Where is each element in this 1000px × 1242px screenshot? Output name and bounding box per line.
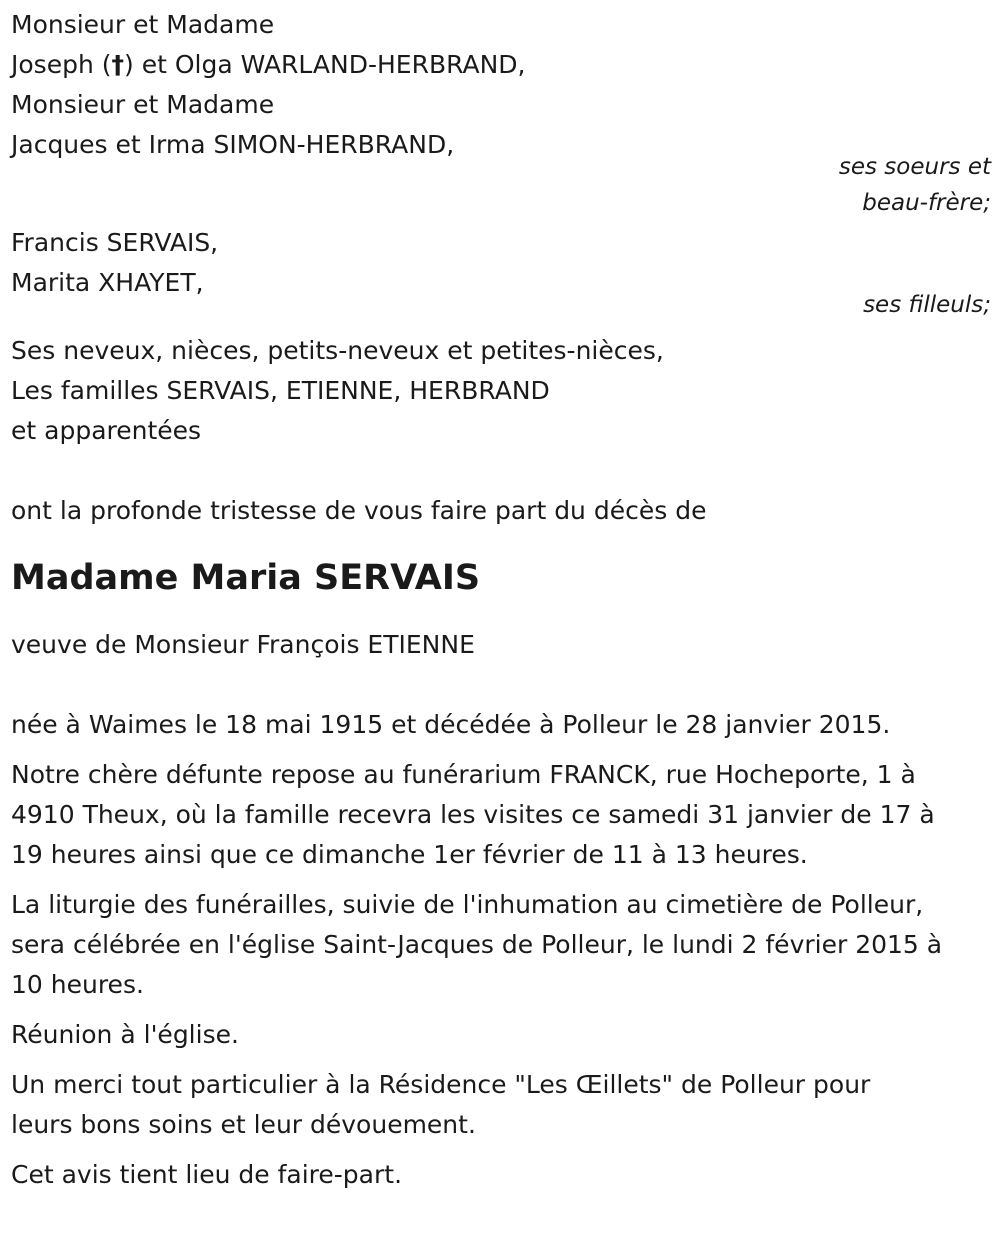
announcement-text: ont la profonde tristesse de vous faire part du décès de	[11, 496, 707, 525]
family-line-pre: Joseph (	[11, 50, 112, 79]
relatives-block	[11, 331, 991, 451]
godchildren-block	[11, 223, 991, 323]
family-line: et apparentées	[11, 416, 202, 445]
visitation-paragraph	[11, 755, 986, 875]
paragraph-line: Un merci tout particulier à la Résidence "Les Œillets" de Polleur pour	[11, 1070, 871, 1099]
relation-label: beau-frère;	[862, 190, 991, 216]
family-block	[11, 5, 991, 221]
family-line-post: ) et Olga WARLAND-HERBRAND,	[124, 50, 526, 79]
relation-label: ses filleuls;	[863, 292, 991, 318]
family-line: Jacques et Irma SIMON-HERBRAND,	[11, 130, 455, 159]
paragraph-line: 10 heures.	[11, 970, 144, 999]
paragraph-line: leurs bons soins et leur dévouement.	[11, 1110, 476, 1139]
family-line: Monsieur et Madame	[11, 10, 275, 39]
family-line: Ses neveux, nièces, petits-neveux et petites-nièces,	[11, 336, 664, 365]
relation-label: ses soeurs et	[838, 154, 991, 180]
spacer	[11, 665, 991, 705]
death-notice	[11, 5, 991, 1195]
paragraph-line: 19 heures ainsi que ce dimanche 1er février de 11 à 13 heures.	[11, 840, 808, 869]
cross-icon: †	[111, 50, 124, 79]
closing-text: Cet avis tient lieu de faire-part.	[11, 1160, 403, 1189]
liturgy-paragraph	[11, 885, 986, 1005]
paragraph-line: La liturgie des funérailles, suivie de l'inhumation au cimetière de Polleur,	[11, 890, 924, 919]
spouse-text: veuve de Monsieur François ETIENNE	[11, 630, 475, 659]
thanks-paragraph	[11, 1065, 986, 1145]
family-line: Monsieur et Madame	[11, 90, 275, 119]
family-line	[11, 45, 991, 85]
deceased-name: Madame Maria SERVAIS	[11, 558, 481, 598]
birth-death-dates: née à Waimes le 18 mai 1915 et décédée à Polleur le 28 janvier 2015.	[11, 710, 891, 739]
family-line: Marita XHAYET,	[11, 268, 204, 297]
meeting-text: Réunion à l'église.	[11, 1020, 239, 1049]
spacer	[11, 451, 991, 491]
paragraph-line: 4910 Theux, où la famille recevra les visites ce samedi 31 janvier de 17 à	[11, 800, 935, 829]
family-line: Les familles SERVAIS, ETIENNE, HERBRAND	[11, 376, 550, 405]
paragraph-line: Notre chère défunte repose au funérarium FRANCK, rue Hocheporte, 1 à	[11, 760, 916, 789]
paragraph-line: sera célébrée en l'église Saint-Jacques de Polleur, le lundi 2 février 2015 à	[11, 930, 943, 959]
family-line: Francis SERVAIS,	[11, 228, 219, 257]
